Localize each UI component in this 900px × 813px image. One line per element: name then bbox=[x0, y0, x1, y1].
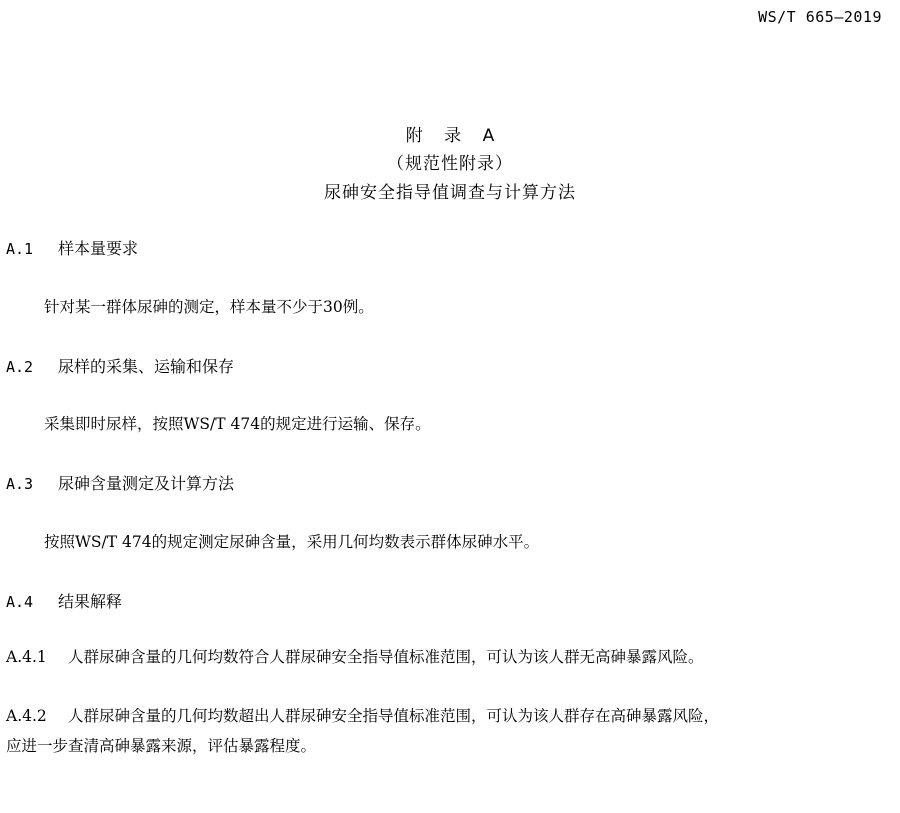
section-title: 样本量要求 bbox=[58, 239, 139, 258]
section-number: A.3 bbox=[6, 475, 34, 493]
section-number: A.4 bbox=[6, 593, 34, 611]
clause-text: 人群尿砷含量的几何均数超出人群尿砷安全指导值标准范围，可认为该人群存在高砷暴露风险， bbox=[68, 707, 720, 725]
clause-number: A.4.1 bbox=[6, 648, 47, 666]
clause-line-continuation: 应进一步查清高砷暴露来源，评估暴露程度。 bbox=[6, 737, 317, 755]
appendix-title: 尿砷安全指导值调查与计算方法 bbox=[324, 183, 576, 203]
section-number: A.1 bbox=[6, 240, 34, 258]
clause-a4-2 bbox=[6, 701, 886, 761]
appendix-label: 附 录 A bbox=[405, 126, 503, 146]
appendix-nature: （规范性附录） bbox=[387, 154, 513, 174]
clause-text: 人群尿砷含量的几何均数符合人群尿砷安全指导值标准范围，可认为该人群无高砷暴露风险。 bbox=[68, 648, 704, 666]
section-heading-a3 bbox=[6, 471, 234, 494]
clause-line bbox=[6, 701, 886, 731]
section-title: 尿样的采集、运输和保存 bbox=[58, 357, 235, 376]
section-body-a1: 针对某一群体尿砷的测定，样本量不少于30例。 bbox=[44, 298, 374, 316]
section-heading-a4 bbox=[6, 589, 122, 612]
section-number: A.2 bbox=[6, 358, 34, 376]
clause-number: A.4.2 bbox=[6, 707, 47, 725]
standard-code: WS/T 665—2019 bbox=[758, 8, 882, 26]
clause-line bbox=[6, 642, 886, 672]
section-title: 结果解释 bbox=[58, 592, 123, 611]
section-title: 尿砷含量测定及计算方法 bbox=[58, 474, 235, 493]
section-heading-a1 bbox=[6, 236, 138, 259]
section-body-a3: 按照WS/T 474的规定测定尿砷含量，采用几何均数表示群体尿砷水平。 bbox=[44, 533, 540, 551]
clause-a4-1 bbox=[6, 642, 886, 672]
section-heading-a2 bbox=[6, 354, 234, 377]
section-body-a2: 采集即时尿样，按照WS/T 474的规定进行运输、保存。 bbox=[44, 415, 431, 433]
